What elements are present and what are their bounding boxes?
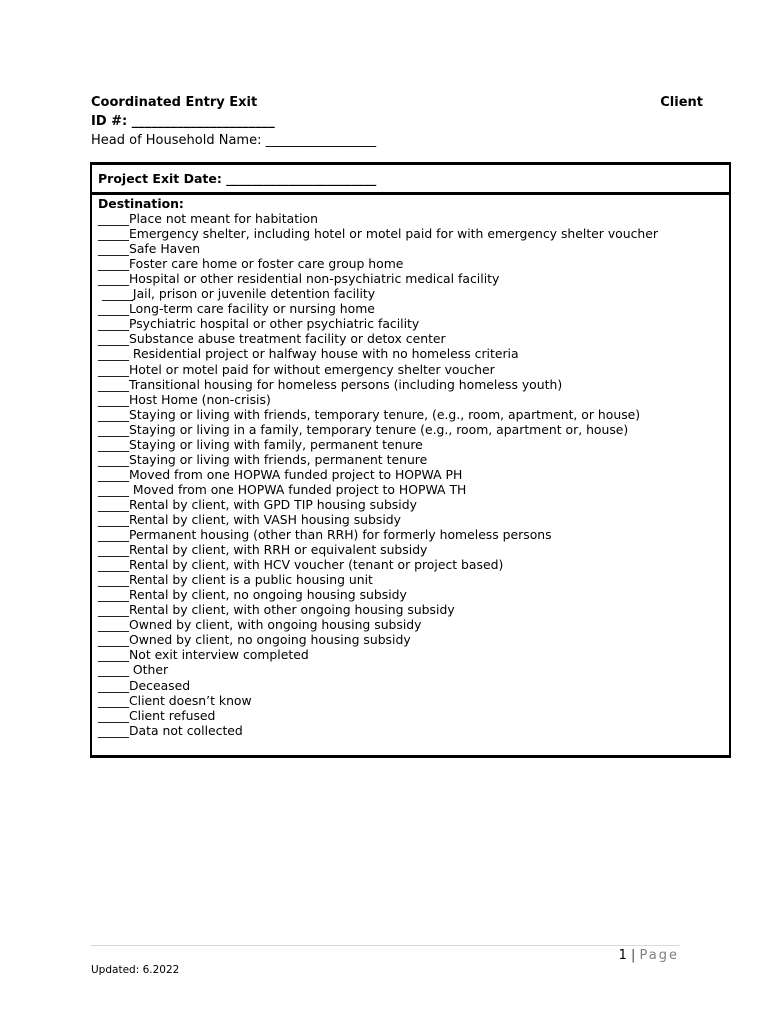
destination-option: _____Staying or living with friends, permanent tenure	[98, 451, 428, 467]
destination-option: _____Client refused	[98, 707, 216, 723]
head-of-household-field: Head of Household Name: _________________	[91, 133, 377, 148]
client-id-field: ID #: ______________________	[91, 114, 275, 129]
destination-option: _____Hospital or other residential non-psychiatric medical facility	[98, 271, 500, 287]
section-divider	[92, 192, 729, 195]
destination-option: _____Long-term care facility or nursing home	[98, 301, 375, 317]
destination-option: _____Not exit interview completed	[98, 647, 309, 663]
client-label: Client	[660, 95, 703, 110]
destination-option: _____Jail, prison or juvenile detention facility	[98, 286, 376, 302]
destination-option: _____Foster care home or foster care group home	[98, 256, 404, 272]
page-separator: |	[626, 948, 640, 963]
destination-option: _____Rental by client, with GPD TIP housing subsidy	[98, 496, 417, 512]
destination-option: _____Data not collected	[98, 722, 243, 738]
document-title: Coordinated Entry Exit	[91, 95, 258, 110]
destination-title: Destination:	[98, 196, 184, 211]
destination-option: _____ Residential project or halfway house with no homeless criteria	[98, 346, 519, 362]
destination-option: _____Rental by client is a public housing unit	[98, 572, 373, 588]
destination-option: _____Rental by client, with RRH or equivalent subsidy	[98, 542, 428, 558]
updated-date: Updated: 6.2022	[91, 964, 180, 976]
destination-option: _____Place not meant for habitation	[98, 211, 318, 227]
destination-option: _____Deceased	[98, 677, 191, 693]
destination-section	[98, 196, 658, 738]
page-number-value: 1	[618, 948, 627, 963]
destination-option: _____Rental by client, with VASH housing subsidy	[98, 511, 402, 527]
destination-option: _____Permanent housing (other than RRH) for formerly homeless persons	[98, 527, 552, 543]
project-exit-date-field: Project Exit Date: ________________________	[98, 171, 377, 186]
footer-divider	[91, 945, 680, 946]
destination-option: _____Host Home (non-crisis)	[98, 391, 271, 407]
destination-option: _____Staying or living with family, permanent tenure	[98, 436, 423, 452]
destination-option: _____Owned by client, no ongoing housing subsidy	[98, 632, 411, 648]
destination-option: _____Emergency shelter, including hotel or motel paid for with emergency shelter voucher	[98, 226, 658, 242]
destination-option: _____Rental by client, with other ongoing housing subsidy	[98, 602, 455, 618]
destination-option: _____Client doesn’t know	[98, 692, 252, 708]
destination-option: _____Rental by client, no ongoing housing subsidy	[98, 587, 407, 603]
destination-option: _____ Moved from one HOPWA funded project to HOPWA TH	[98, 481, 467, 497]
destination-option: _____Rental by client, with HCV voucher (tenant or project based)	[98, 557, 504, 573]
destination-option: _____Transitional housing for homeless persons (including homeless youth)	[98, 376, 563, 392]
destination-option: _____Substance abuse treatment facility or detox center	[98, 331, 446, 347]
destination-option: _____Owned by client, with ongoing housing subsidy	[98, 617, 422, 633]
destination-option: _____Staying or living in a family, temporary tenure (e.g., room, apartment or, house)	[98, 421, 629, 437]
title-row	[91, 93, 703, 112]
destination-option: _____Staying or living with friends, temporary tenure, (e.g., room, apartment, or house)	[98, 406, 641, 422]
page-number	[619, 948, 679, 963]
exit-form-box	[90, 162, 731, 758]
destination-option: _____Psychiatric hospital or other psychiatric facility	[98, 316, 420, 332]
destination-option: _____Moved from one HOPWA funded project to HOPWA PH	[98, 466, 463, 482]
destination-option: _____Safe Haven	[98, 241, 201, 257]
destination-option: _____ Other	[98, 662, 169, 678]
destination-options-list	[98, 211, 658, 738]
page-word: Page	[639, 948, 679, 963]
document-header	[91, 93, 703, 150]
destination-option: _____Hotel or motel paid for without emergency shelter voucher	[98, 361, 495, 377]
